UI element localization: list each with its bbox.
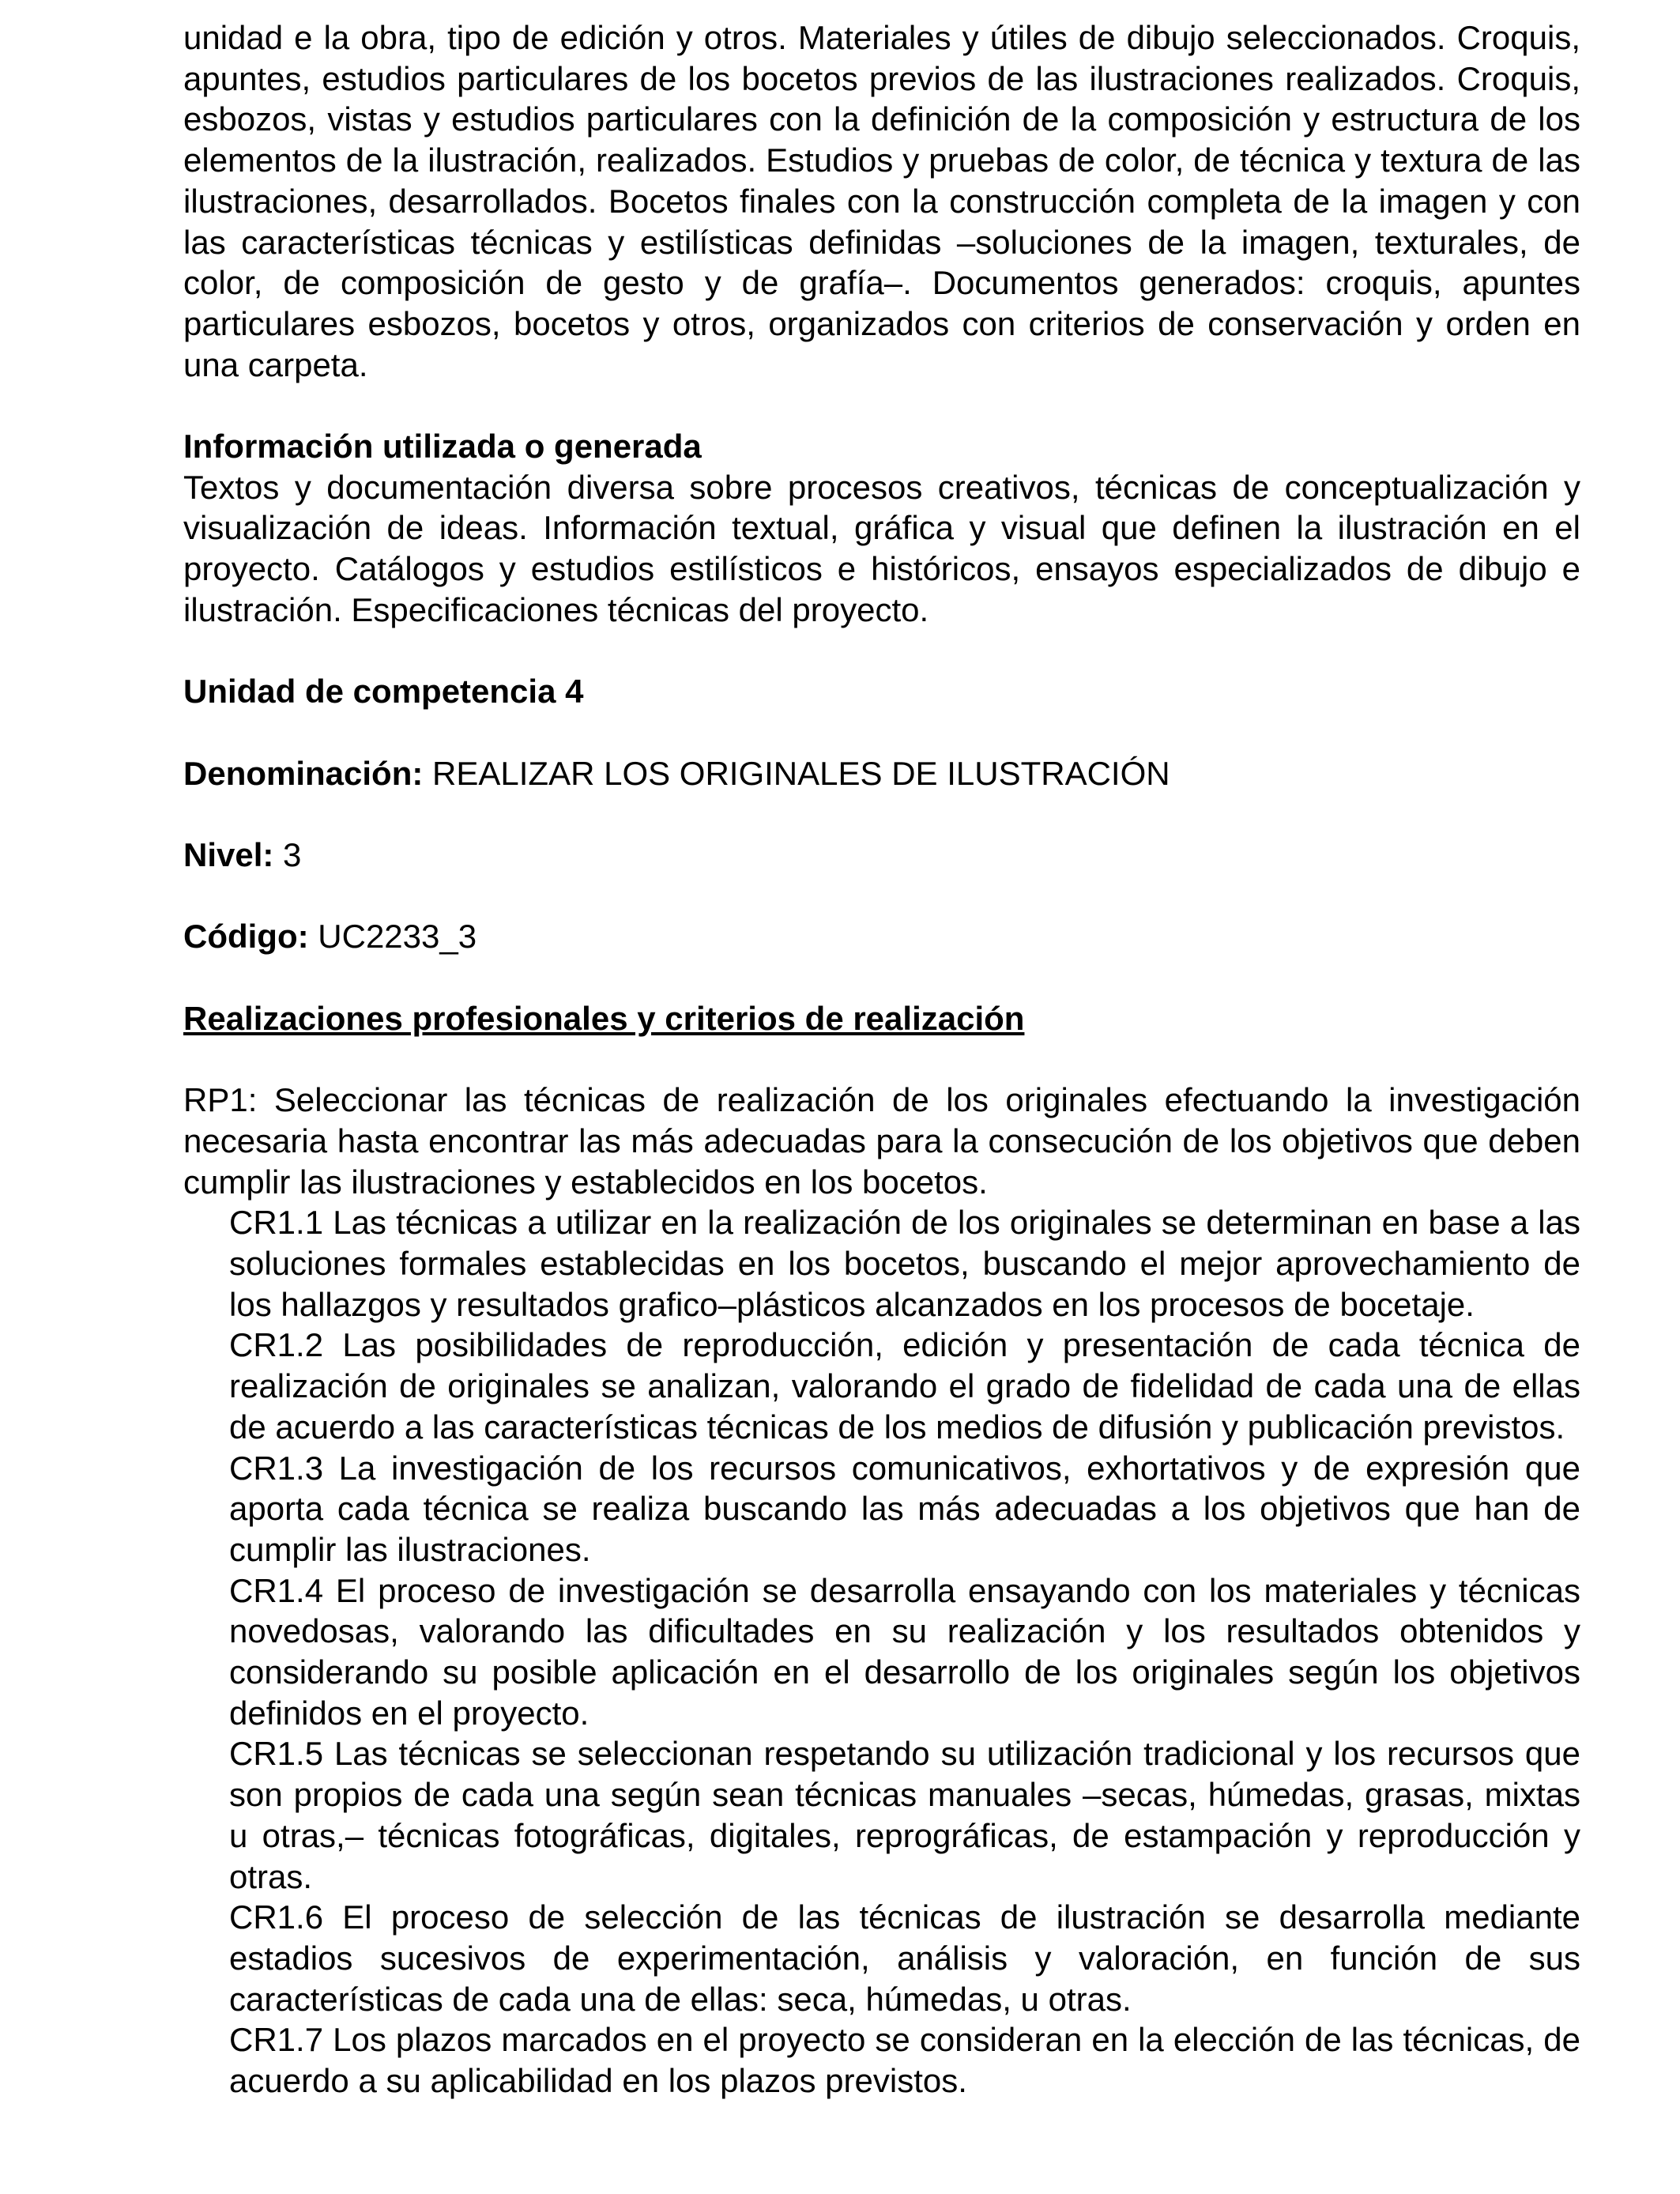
spacer (183, 957, 1580, 998)
criterion-item: CR1.2 Las posibilidades de reproducción, edición y presentación de cada técnica de realización de originales se analizan, valorando el grado de fidelidad de cada una de ellas de acuerdo a las características técnicas de los medios de difusión y publicación previstos. (229, 1326, 1580, 1446)
spacer (183, 712, 1580, 753)
realizaciones-heading: Realizaciones profesionales y criterios de realización (183, 999, 1025, 1037)
criterion-item: CR1.4 El proceso de investigación se desarrolla ensayando con los materiales y técnicas novedosas, valorando las dificultades en su realización y los resultados obtenidos y considerando su posible aplicación en el desarrollo de los originales según los objetivos definidos en el proyecto. (229, 1571, 1580, 1732)
rp1-text: RP1: Seleccionar las técnicas de realización de los originales efectuando la investigación necesaria hasta encontrar las más adecuadas para la consecución de los objetivos que deben cumplir las ilustraciones y establecidos en los bocetos. (183, 1081, 1580, 1201)
spacer (183, 631, 1580, 672)
spacer (183, 794, 1580, 835)
info-body: Textos y documentación diversa sobre procesos creativos, técnicas de conceptualización y visualización de ideas. Información textual, gráfica y visual que definen la ilustración en el proyecto. Catálogos y estudios estilísticos e históricos, ensayos especializados de dibujo e ilustración. Especificaciones técnicas del proyecto. (183, 468, 1580, 628)
codigo-label: Código: (183, 918, 309, 956)
unit-title: Unidad de competencia 4 (183, 673, 584, 711)
criteria-list (183, 1202, 1580, 2101)
document-page (183, 17, 1580, 2102)
intro-paragraph: unidad e la obra, tipo de edición y otros. Materiales y útiles de dibujo seleccionados. Croquis, apuntes, estudios particulares de los bocetos previos de las ilustraciones realizados. Croquis, esbozos, vistas y estudios particulares con la definición de la composición y estructura de los elementos de la ilustración, realizados. Estudios y pruebas de color, de técnica y textura de las ilustraciones, desarrollados. Bocetos finales con la construcción completa de la imagen y con las características técnicas y estilísticas definidas –soluciones de la imagen, texturales, de color, de composición de gesto y de grafía–. Documentos generados: croquis, apuntes particulares esbozos, bocetos y otros, organizados con criterios de conservación y orden en una carpeta. (183, 19, 1580, 383)
criterion-item: CR1.7 Los plazos marcados en el proyecto se consideran en la elección de las técnicas, de acuerdo a su aplicabilidad en los plazos previstos. (229, 2021, 1580, 2100)
nivel-line (183, 835, 1580, 876)
criterion-item: CR1.1 Las técnicas a utilizar en la realización de los originales se determinan en base a las soluciones formales establecidas en los bocetos, buscando el mejor aprovechamiento de los hallazgos y resultados grafico–plásticos alcanzados en los procesos de bocetaje. (229, 1204, 1580, 1323)
criterion-item: CR1.3 La investigación de los recursos comunicativos, exhortativos y de expresión que aporta cada técnica se realiza buscando las más adecuadas a los objetivos que han de cumplir las ilustraciones. (229, 1449, 1580, 1568)
criterion-item: CR1.5 Las técnicas se seleccionan respetando su utilización tradicional y los recursos que son propios de cada una según sean técnicas manuales –secas, húmedas, grasas, mixtas u otras,– técnicas fotográficas, digitales, reprográficas, de estampación y reproducción y otras. (229, 1735, 1580, 1895)
spacer (183, 385, 1580, 426)
spacer (183, 1039, 1580, 1080)
denominacion-value: REALIZAR LOS ORIGINALES DE ILUSTRACIÓN (432, 754, 1170, 792)
nivel-value: 3 (283, 836, 302, 873)
nivel-label: Nivel: (183, 836, 274, 873)
denominacion-label: Denominación: (183, 754, 424, 792)
denominacion-line (183, 753, 1580, 794)
criterion-item: CR1.6 El proceso de selección de las técnicas de ilustración se desarrolla mediante estadios sucesivos de experimentación, análisis y valoración, en función de sus características de cada una de ellas: seca, húmedas, u otras. (229, 1898, 1580, 2018)
codigo-value: UC2233_3 (318, 918, 477, 956)
spacer (183, 876, 1580, 917)
info-heading: Información utilizada o generada (183, 428, 702, 466)
codigo-line (183, 916, 1580, 957)
